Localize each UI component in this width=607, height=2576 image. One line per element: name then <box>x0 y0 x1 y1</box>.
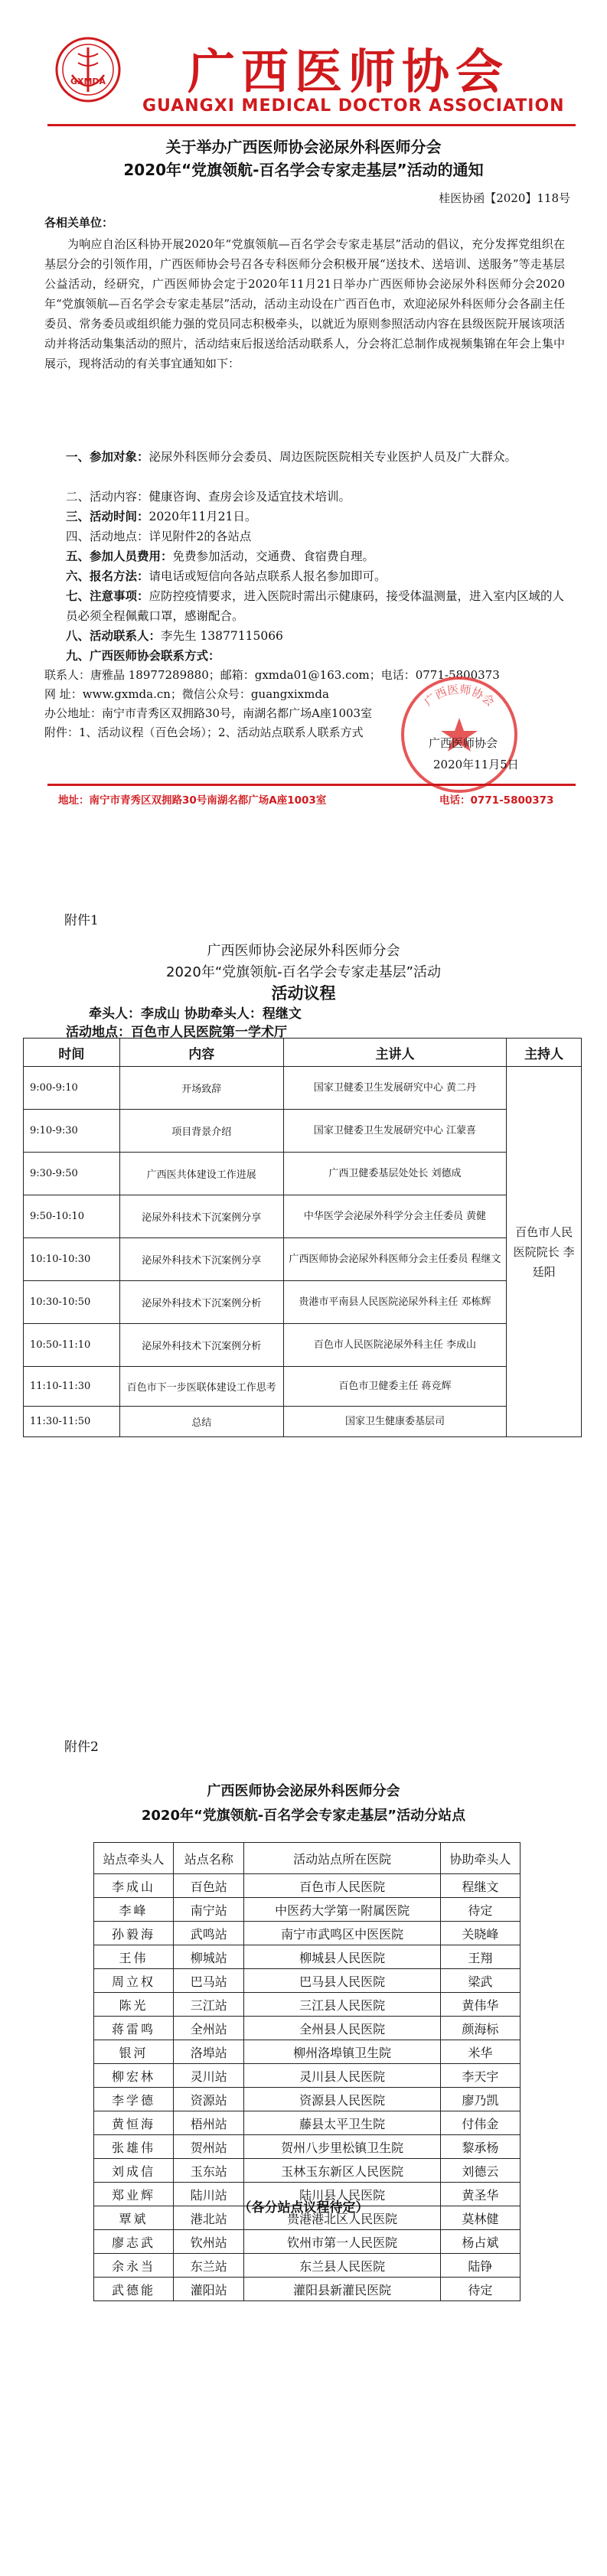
agenda-title-line1: 广西医师协会泌尿外科医师分会 <box>207 943 400 959</box>
attachment1-label: 附件1 <box>64 913 99 928</box>
sites-pending-note: （各分站点议程待定） <box>238 2200 369 2216</box>
agenda-row: 9:10-9:30 项目背景介绍 国家卫健委卫生发展研究中心 江蒙喜 <box>24 1110 582 1153</box>
contact-address: 办公地址：南宁市青秀区双拥路30号，南湖名都广场A座1003室 <box>44 706 373 720</box>
agenda-row: 9:50-10:10 泌尿外科技术下沉案例分享 中华医学会泌尿外科学分会主任委员 黄健 <box>24 1195 582 1238</box>
col-header: 主讲人 <box>283 1039 506 1067</box>
agenda-venue: 活动地点：百色市人民医院第一学术厅 <box>66 1025 287 1040</box>
site-row: 黄恒海 梧州站 藤县太平卫生院 付伟金 <box>94 2111 521 2135</box>
site-row: 廖志武 钦州站 钦州市第一人民医院 杨占斌 <box>94 2230 521 2254</box>
agenda-row: 9:00-9:10 开场致辞 国家卫健委卫生发展研究中心 黄二丹 百色市人民医院院长 李廷阳 <box>24 1067 582 1110</box>
site-row: 李峰 南宁站 中医药大学第一附属医院 待定 <box>94 1898 521 1922</box>
site-row: 张雄伟 贺州站 贺州八步里松镇卫生院 黎承杨 <box>94 2135 521 2159</box>
footer-address: 地址：南宁市青秀区双拥路30号南湖名都广场A座1003室 <box>58 794 327 807</box>
site-row: 孙毅海 武鸣站 南宁市武鸣区中医医院 关晓峰 <box>94 1922 521 1945</box>
agenda-header-row <box>24 1039 582 1067</box>
site-row: 柳宏林 灵川站 灵川县人民医院 李天宇 <box>94 2064 521 2088</box>
association-logo <box>55 37 121 103</box>
sites-table <box>93 1842 521 2301</box>
attachments-list: 附件：1、活动议程（百色会场）；2、活动站点联系人联系方式 <box>44 726 364 739</box>
attachment2-page <box>0 1714 607 2576</box>
org-name: 广西医师协会 <box>188 44 510 99</box>
col-header: 时间 <box>24 1039 120 1067</box>
notice-title-line1: 关于举办广西医师协会泌尿外科医师分会 <box>165 138 442 156</box>
attachment1-page <box>0 903 607 1714</box>
attachment2-label: 附件2 <box>64 1740 99 1755</box>
notice-body: 为响应自治区科协开展2020年“党旗领航—百名学会专家走基层”活动的倡议，充分发挥党组织在基层分会的引领作用，广西医师协会号召各专科医师分会积极开展“送技术、送培训、送服务”等走基层公益活动，经研究，广西医师协会定于2020年11月21日举办广西医师协会泌尿外科医师分会2020年“党旗领航—百名学会专家走基层”活动，活动主动设在广西百色市，欢迎泌尿外科医师分会各副主任委员、常务委员或组织能力强的党员同志积极牵头，以就近为原则参照活动内容在县级医院开展该项活动并将活动集集活动的照片，活动结束后报送给活动联系人，分会将汇总制作成视频集锦在年会上集中展示，现将活动的有关事宜通知如下： <box>44 237 565 370</box>
notice-item: 三、活动时间：2020年11月21日。 <box>66 510 257 523</box>
notice-item: 六、报名方法：请电话或短信向各站点联系人报名参加即可。 <box>66 569 387 583</box>
agenda-row: 11:30-11:50 总结 国家卫生健康委基层司 <box>24 1407 582 1437</box>
site-row: 覃斌 港北站 贵港港北区人民医院 莫林健 <box>94 2206 521 2230</box>
site-row: 武德能 灌阳站 灌阳县新灌民医院 待定 <box>94 2278 521 2301</box>
site-row: 银河 洛埠站 柳州洛埠镇卫生院 米华 <box>94 2040 521 2064</box>
sites-title-line1: 广西医师协会泌尿外科医师分会 <box>207 1783 400 1799</box>
site-row: 余永当 东兰站 东兰县人民医院 陆铮 <box>94 2254 521 2278</box>
site-row: 王伟 柳城站 柳城县人民医院 王翔 <box>94 1945 521 1969</box>
notice-item: 九、广西医师协会联系方式： <box>66 649 220 663</box>
agenda-row: 10:50-11:10 泌尿外科技术下沉案例分析 百色市人民医院泌尿外科主任 李成山 <box>24 1324 582 1367</box>
notice-item: 四、活动地点：详见附件2的各站点 <box>66 530 252 543</box>
agenda-row: 9:30-9:50 广西医共体建设工作进展 广西卫健委基层处处长 刘德成 <box>24 1153 582 1195</box>
agenda-host: 百色市人民医院院长 李廷阳 <box>507 1067 582 1437</box>
col-header: 内容 <box>119 1039 283 1067</box>
header-divider <box>47 124 576 126</box>
col-header: 站点牵头人 <box>94 1843 174 1874</box>
notice-item: 八、活动联系人：李先生 13877115066 <box>66 629 283 643</box>
notice-item: 二、活动内容：健康咨询、查房会诊及适宜技术培训。 <box>66 490 351 504</box>
doc-number: 桂医协函【2020】118号 <box>439 191 570 205</box>
agenda-row: 11:10-11:30 百色市下一步医联体建设工作思考 百色市卫健委主任 蒋竞辉 <box>24 1367 582 1407</box>
agenda-row: 10:30-10:50 泌尿外科技术下沉案例分析 贵港市平南县人民医院泌尿外科主任 邓栋辉 <box>24 1281 582 1324</box>
footer-divider <box>47 784 576 786</box>
site-row: 李成山 百色站 百色市人民医院 程继文 <box>94 1874 521 1898</box>
logo-text: GXMDA <box>70 77 106 86</box>
agenda-title-line2: 2020年“党旗领航-百名学会专家走基层”活动 <box>166 964 441 980</box>
notice-page <box>0 0 607 830</box>
signature-org: 广西医师协会 <box>429 736 498 750</box>
site-row: 郑业辉 陆川站 陆川县人民医院 黄圣华 <box>94 2183 521 2206</box>
sites-header-row <box>94 1843 521 1874</box>
site-row: 周立权 巴马站 巴马县人民医院 梁武 <box>94 1969 521 1993</box>
site-row: 陈光 三江站 三江县人民医院 黄伟华 <box>94 1993 521 2017</box>
notice-title-line2: 2020年“党旗领航-百名学会专家走基层”活动的通知 <box>123 161 484 179</box>
notice-item: 一、参加对象：泌尿外科医师分会委员、周边医院医院相关专业医护人员及广大群众。 <box>66 450 517 464</box>
col-header: 站点名称 <box>174 1843 244 1874</box>
notice-item: 五、参加人员费用：免费参加活动，交通费、食宿费自理。 <box>66 549 375 563</box>
agenda-leaders: 牵头人：李成山 协助牵头人：程继文 <box>89 1006 302 1022</box>
col-header: 主持人 <box>507 1039 582 1067</box>
site-row: 刘成信 玉东站 玉林玉东新区人民医院 刘德云 <box>94 2159 521 2183</box>
signature-date: 2020年11月5日 <box>433 758 519 771</box>
col-header: 协助牵头人 <box>440 1843 520 1874</box>
notice-item: 七、注意事项：应防控疫情要求，进入医院时需出示健康码，接受体温测量，进入室内区域的人员必须全程佩戴口罩，感谢配合。 <box>66 589 565 623</box>
salutation: 各相关单位： <box>44 216 114 230</box>
org-name-en: GUANGXI MEDICAL DOCTOR ASSOCIATION <box>142 96 565 116</box>
contact-person: 联系人：唐雅晶 18977289880；邮箱：gxmda01@163.com；电话：0771-5800373 <box>44 668 500 682</box>
footer-phone: 电话：0771-5800373 <box>439 794 554 807</box>
contact-website: 网 址：www.gxmda.cn；微信公众号：guangxixmda <box>44 687 329 701</box>
sites-title-line2: 2020年“党旗领航-百名学会专家走基层”活动分站点 <box>141 1808 466 1824</box>
agenda-row: 10:10-10:30 泌尿外科技术下沉案例分享 广西医师协会泌尿外科医师分会主任委员 程继文 <box>24 1238 582 1281</box>
site-row: 蒋雷鸣 全州站 全州县人民医院 颜海标 <box>94 2017 521 2040</box>
agenda-title-line3: 活动议程 <box>271 984 336 1003</box>
svg-text:广西医师协会: 广西医师协会 <box>421 682 498 709</box>
col-header: 活动站点所在医院 <box>244 1843 441 1874</box>
agenda-table <box>23 1038 582 1437</box>
site-row: 李学德 资源站 资源县人民医院 廖乃凯 <box>94 2088 521 2111</box>
